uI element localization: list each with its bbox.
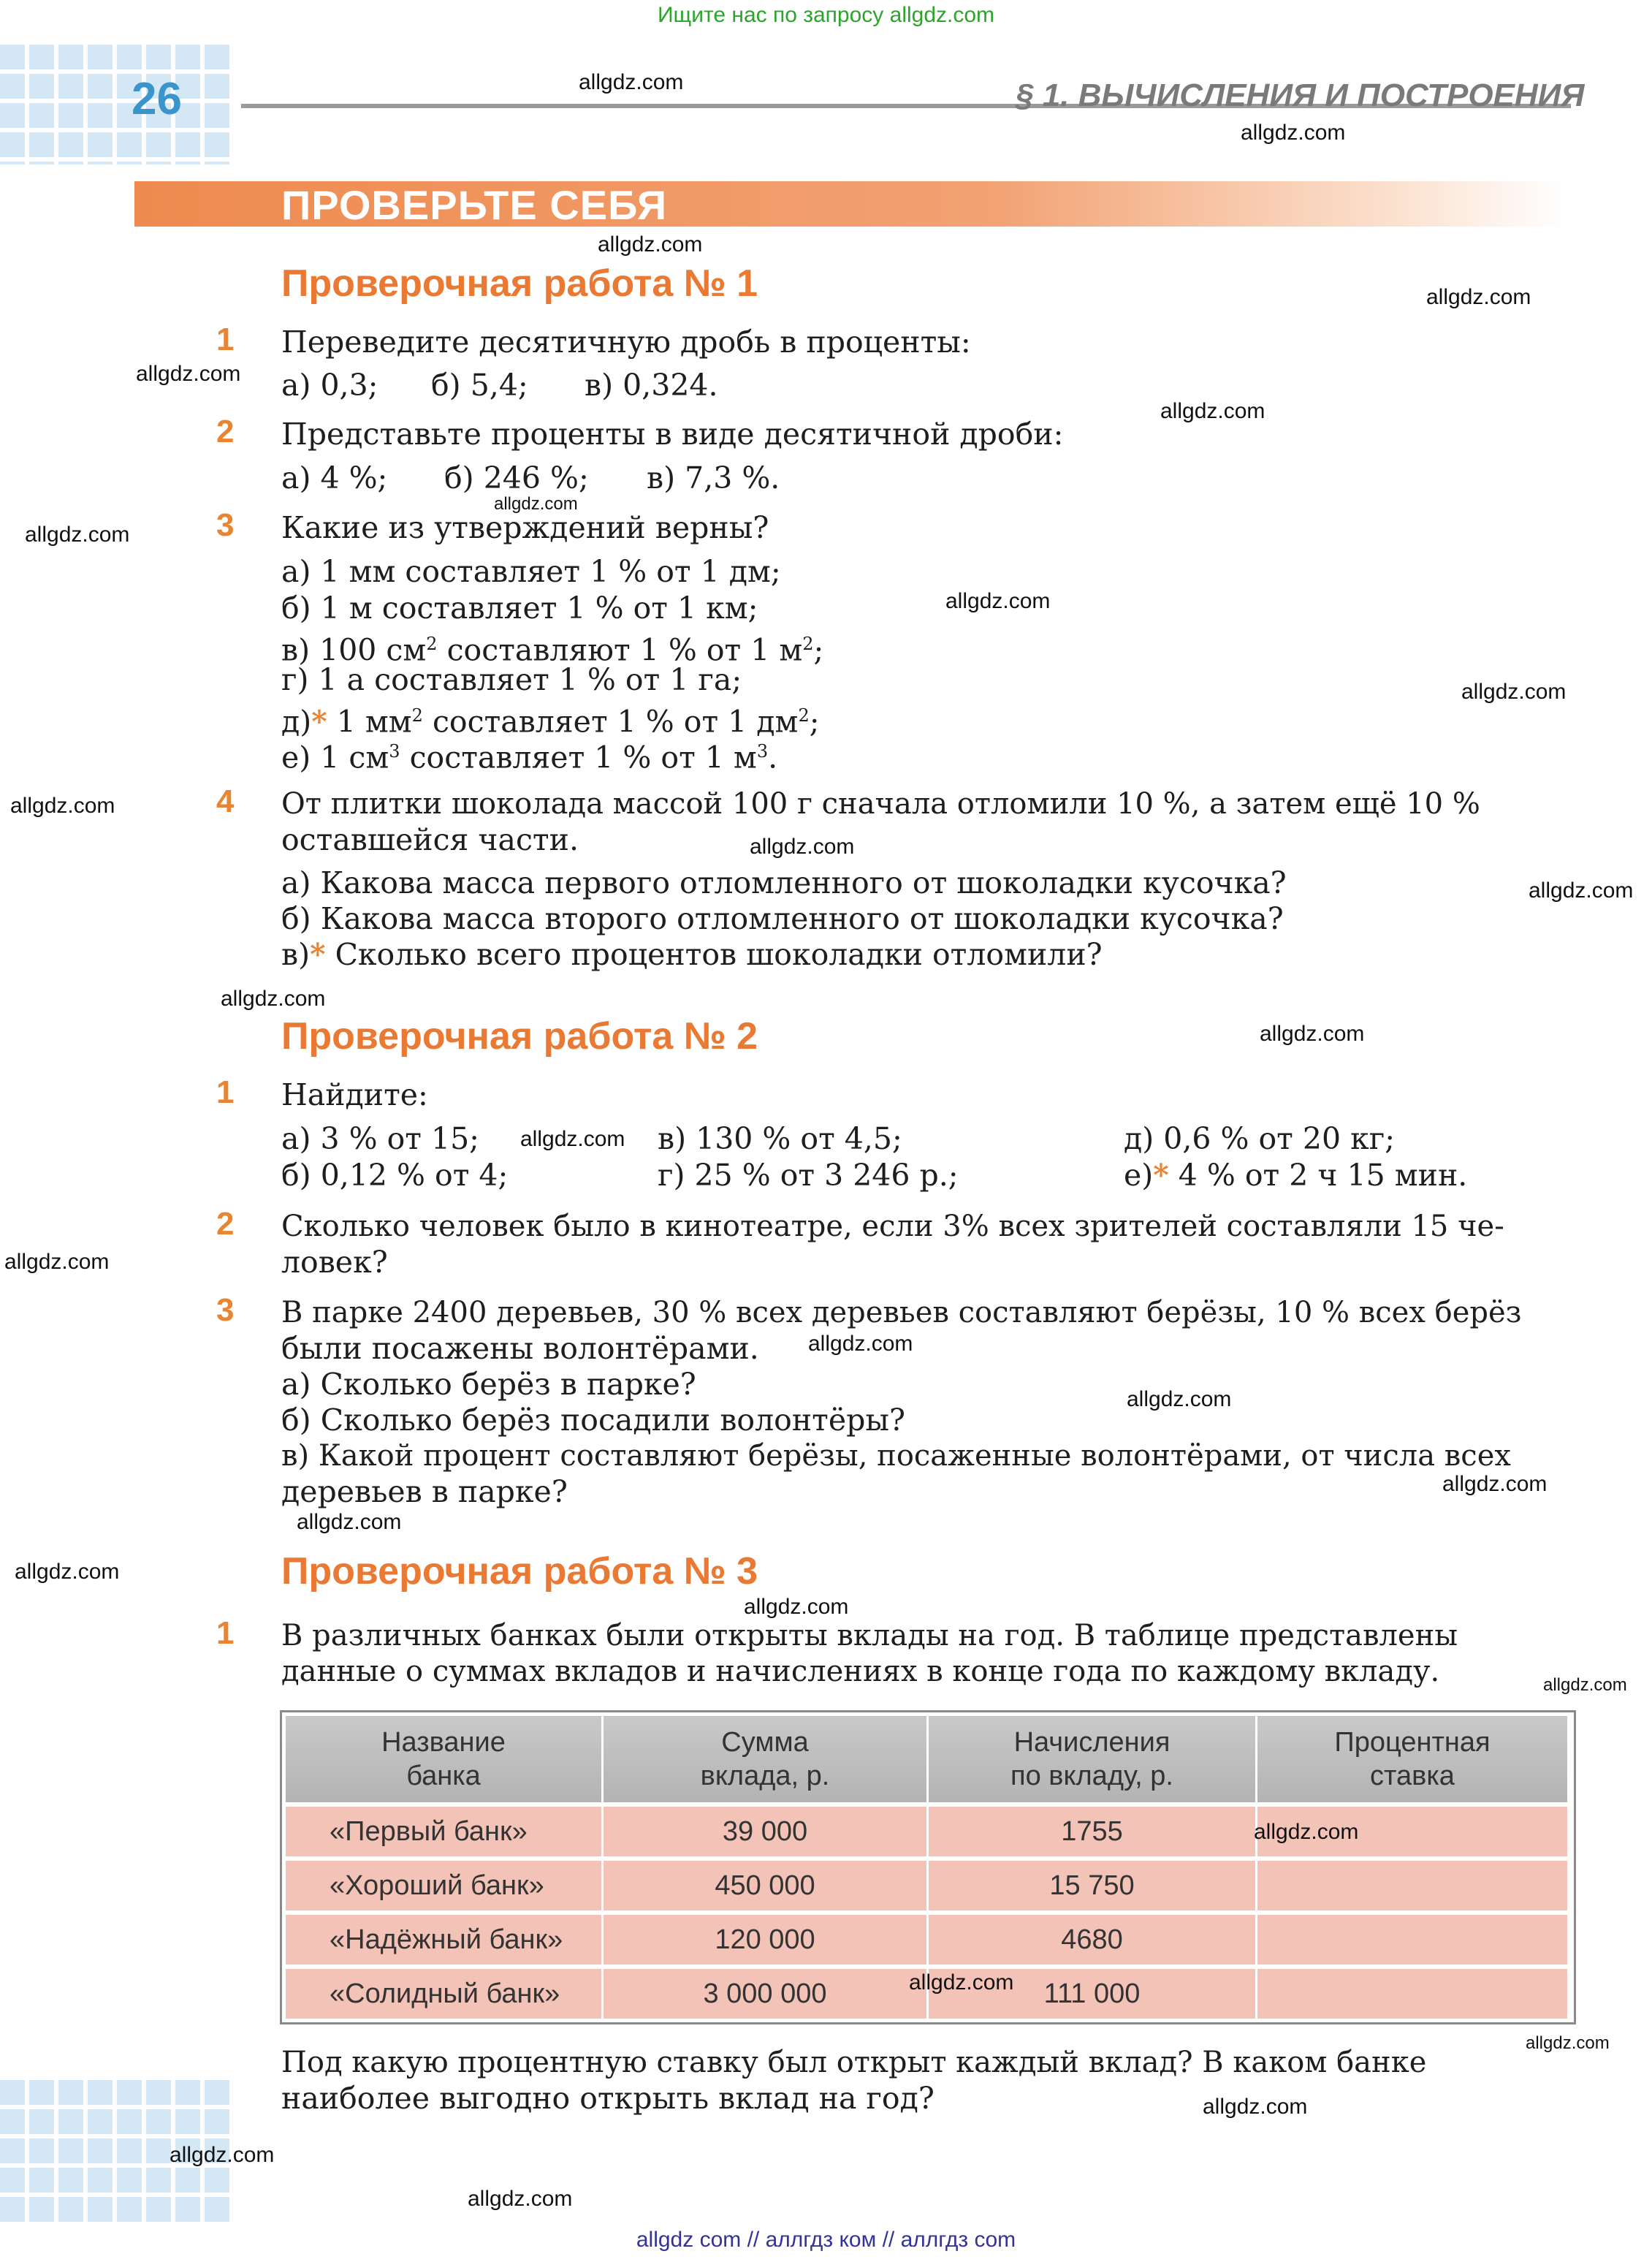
task-option: а) Сколько берёз в парке?: [281, 1367, 696, 1402]
watermark: allgdz.com: [808, 1332, 913, 1356]
watermark: allgdz.com: [136, 362, 241, 386]
task-option: б) 1 м составляет 1 % от 1 км;: [281, 591, 758, 626]
task-number: 1: [216, 322, 235, 357]
task-option: деревьев в парке?: [281, 1474, 568, 1509]
table-row: [285, 1859, 1569, 1913]
option-part: .: [768, 740, 778, 775]
task-option: [1124, 1158, 1467, 1193]
task-text: От плитки шоколада массой 100 г сначала отломили 10 %, а затем ещё 10 %: [281, 787, 1480, 821]
task-text: оставшейся части.: [281, 822, 579, 857]
task-text: были посажены волонтёрами.: [281, 1331, 759, 1366]
task-option: б) 246 %;: [444, 460, 589, 496]
task-option: а) 1 мм составляет 1 % от 1 дм;: [281, 554, 781, 589]
task-option: б) Сколько берёз посадили волонтёры?: [281, 1403, 905, 1438]
watermark: allgdz.com: [520, 1127, 625, 1151]
watermark: allgdz.com: [468, 2187, 573, 2211]
superscript: 2: [802, 634, 814, 654]
superscript: 3: [756, 741, 769, 762]
option-part: в) 100 см: [281, 632, 427, 668]
work2-title: Проверочная работа № 2: [281, 1015, 758, 1058]
watermark: allgdz.com: [1160, 399, 1265, 423]
task-option: [281, 734, 777, 776]
watermark: allgdz.com: [15, 1560, 120, 1584]
task-option: б) 5,4;: [431, 368, 528, 403]
table-header-row: [285, 1715, 1569, 1805]
corner-tiles-top: [0, 40, 234, 164]
superscript: 2: [426, 634, 438, 654]
bank-name-cell: «Солидный банк»: [285, 1967, 603, 2020]
work1-title: Проверочная работа № 1: [281, 262, 758, 305]
header-line: Начисления: [1013, 1727, 1171, 1758]
watermark: allgdz.com: [1442, 1472, 1548, 1496]
superscript: 2: [798, 705, 810, 726]
header-line: Название: [381, 1727, 506, 1758]
option-part: ;: [813, 632, 824, 668]
task-text: ловек?: [281, 1245, 388, 1280]
watermark: allgdz.com: [579, 70, 684, 94]
task-number: 3: [216, 1292, 235, 1328]
deposit-cell: 3 000 000: [603, 1967, 928, 2020]
watermark: allgdz.com: [1241, 121, 1346, 145]
task-text: Сколько человек было в кинотеатре, если 3% всех зрителей составляли 15 че-: [281, 1210, 1504, 1243]
watermark: allgdz.com: [1203, 2095, 1308, 2119]
header-line: ставка: [1370, 1761, 1455, 1791]
watermark: allgdz.com: [1529, 878, 1634, 903]
band-title: ПРОВЕРЬТЕ СЕБЯ: [281, 182, 668, 228]
header-line: по вкладу, р.: [1010, 1761, 1173, 1791]
accrual-cell: 1755: [928, 1804, 1257, 1859]
watermark: allgdz.com: [10, 794, 115, 818]
option-part: Сколько всего процентов шоколадки отломили?: [325, 937, 1103, 972]
task-option: в) 7,3 %.: [647, 460, 780, 496]
accrual-cell: 111 000: [928, 1967, 1257, 2020]
task-number: 1: [216, 1074, 235, 1110]
watermark: allgdz.com: [1526, 2033, 1610, 2053]
deposit-cell: 39 000: [603, 1804, 928, 1859]
task-option: б) Какова масса второго отломленного от шоколадки кусочка?: [281, 901, 1284, 936]
option-part: составляет 1 % от 1 дм: [422, 704, 799, 740]
table-header-cell: [928, 1715, 1257, 1805]
star-icon: *: [1153, 1158, 1169, 1193]
task-option: а) 4 %;: [281, 460, 388, 496]
task-option: в) Какой процент составляют берёзы, посаженные волонтёрами, от числа всех: [281, 1439, 1511, 1473]
header-line: Процентная: [1334, 1727, 1491, 1758]
watermark: allgdz.com: [4, 1250, 110, 1274]
task-text: данные о суммах вкладов и начислениях в конце года по каждому вкладу.: [281, 1655, 1440, 1688]
table-row: [285, 1804, 1569, 1859]
top-banner[interactable]: Ищите нас по запросу allgdz.com: [657, 3, 995, 27]
star-icon: *: [310, 937, 326, 972]
task-option: [281, 937, 1103, 973]
bank-name-cell: «Хороший банк»: [285, 1859, 603, 1913]
table-row: [285, 1913, 1569, 1967]
task-text: наиболее выгодно открыть вклад на год?: [281, 2081, 935, 2116]
task-option: а) Какова масса первого отломленного от шоколадки кусочка?: [281, 865, 1287, 900]
option-part: 1 мм: [327, 704, 412, 740]
task-option: г) 1 а составляет 1 % от 1 га;: [281, 662, 742, 697]
rate-cell: [1257, 1967, 1569, 2020]
rate-cell: [1257, 1913, 1569, 1967]
table-header-cell: [603, 1715, 928, 1805]
task-text: Найдите:: [281, 1077, 428, 1112]
watermark: allgdz.com: [750, 835, 855, 859]
superscript: 3: [389, 741, 400, 762]
task-number: 2: [216, 1206, 235, 1242]
task-text: Представьте проценты в виде десятичной дроби:: [281, 417, 1064, 452]
watermark: allgdz.com: [1260, 1022, 1365, 1046]
task-text: В различных банках были открыты вклады на год. В таблице представлены: [281, 1619, 1458, 1652]
task-text: В парке 2400 деревьев, 30 % всех деревьев составляют берёзы, 10 % всех берёз: [281, 1296, 1522, 1329]
watermark: allgdz.com: [1543, 1675, 1627, 1695]
bottom-banner[interactable]: allgdz com // аллгдз ком // аллгдз com: [636, 2228, 1016, 2252]
task-text: Какие из утверждений верны?: [281, 510, 769, 545]
watermark: allgdz.com: [170, 2143, 275, 2167]
accrual-cell: 15 750: [928, 1859, 1257, 1913]
task-option: б) 0,12 % от 4;: [281, 1158, 509, 1193]
watermark: allgdz.com: [945, 589, 1051, 613]
star-icon: *: [311, 704, 327, 740]
accrual-cell: 4680: [928, 1913, 1257, 1967]
table-header-cell: [285, 1715, 603, 1805]
bank-name-cell: «Надёжный банк»: [285, 1913, 603, 1967]
option-part: в): [281, 937, 311, 972]
task-option: а) 0,3;: [281, 368, 378, 403]
watermark: allgdz.com: [25, 523, 130, 547]
watermark: allgdz.com: [1127, 1387, 1232, 1411]
option-part: ;: [809, 704, 820, 740]
task-number: 4: [216, 783, 235, 819]
page-number: 26: [132, 74, 182, 124]
option-part: е): [1124, 1158, 1154, 1193]
watermark: allgdz.com: [1426, 285, 1531, 309]
watermark: allgdz.com: [1461, 680, 1567, 704]
watermark: allgdz.com: [909, 1970, 1014, 1995]
option-part: составляют 1 % от 1 м: [437, 632, 803, 668]
watermark: allgdz.com: [744, 1595, 849, 1619]
superscript: 2: [411, 705, 423, 726]
option-part: 4 % от 2 ч 15 мин.: [1168, 1158, 1468, 1193]
task-text: Переведите десятичную дробь в проценты:: [281, 325, 971, 360]
watermark: allgdz.com: [297, 1510, 402, 1534]
watermark: allgdz.com: [494, 494, 578, 514]
deposit-cell: 120 000: [603, 1913, 928, 1967]
task-option: г) 25 % от 3 246 р.;: [658, 1158, 959, 1193]
task-option: в) 130 % от 4,5;: [658, 1121, 902, 1156]
bank-name-cell: «Первый банк»: [285, 1804, 603, 1859]
task-number: 3: [216, 507, 235, 543]
task-text: Под какую процентную ставку был открыт каждый вклад? В каком банке: [281, 2046, 1427, 2079]
task-number: 2: [216, 414, 235, 449]
task-option: а) 3 % от 15;: [281, 1121, 479, 1156]
option-part: д): [281, 704, 312, 740]
watermark: allgdz.com: [221, 987, 326, 1011]
option-part: е) 1 см: [281, 740, 389, 775]
work3-title: Проверочная работа № 3: [281, 1550, 758, 1593]
header-line: вклада, р.: [700, 1761, 830, 1791]
rate-cell: [1257, 1859, 1569, 1913]
deposit-cell: 450 000: [603, 1859, 928, 1913]
task-option: д) 0,6 % от 20 кг;: [1124, 1121, 1396, 1156]
section-title: § 1. ВЫЧИСЛЕНИЯ И ПОСТРОЕНИЯ: [1016, 77, 1585, 113]
task-number: 1: [216, 1615, 235, 1651]
table-header-cell: [1257, 1715, 1569, 1805]
header-line: Сумма: [721, 1727, 809, 1758]
watermark: allgdz.com: [1254, 1820, 1359, 1844]
task-option: в) 0,324.: [585, 368, 718, 403]
option-part: составляет 1 % от 1 м: [400, 740, 757, 775]
header-line: банка: [406, 1761, 481, 1791]
watermark: allgdz.com: [598, 232, 703, 257]
